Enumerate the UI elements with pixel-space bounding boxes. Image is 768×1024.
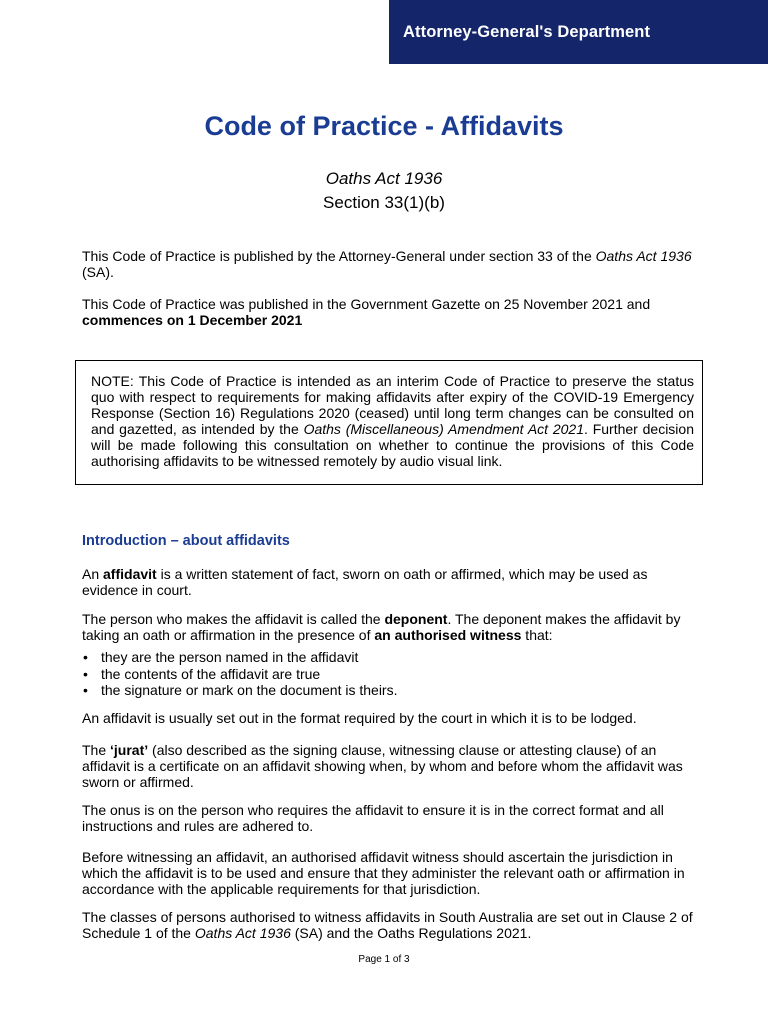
gazette-paragraph: This Code of Practice was published in the Government Gazette on 25 November 2021 and commences on 1 December 2021 <box>82 296 651 328</box>
list-item: • the contents of the affidavit are true <box>82 666 702 683</box>
act-name: Oaths Act 1936 <box>325 169 443 188</box>
section-reference: Section 33(1)(b) <box>323 193 445 212</box>
amendment-act-citation: Oaths (Miscellaneous) Amendment Act 2021 <box>303 421 584 437</box>
act-citation: Oaths Act 1936 <box>595 248 692 264</box>
department-name: Attorney-General's Department <box>403 23 651 41</box>
deponent-paragraph: The person who makes the affidavit is called the deponent. The deponent makes the affidavit by taking an oath or affirmation in the presence of an authorised witness that: <box>82 611 681 643</box>
jurisdiction-paragraph: Before witnessing an affidavit, an authorised affidavit witness should ascertain the jurisdiction in which the affidavit is to be used and ensure that they administer the relevant oath or affirmation in accordance with the applicable requirements for that jurisdiction. <box>82 849 685 897</box>
department-banner <box>389 0 768 64</box>
list-item: • the signature or mark on the document is theirs. <box>82 682 702 699</box>
witness-classes-paragraph: The classes of persons authorised to witness affidavits in South Australia are set out in Clause 2 of Schedule 1 of the Oaths Act 1936 (SA) and the Oaths Regulations 2021. <box>82 909 693 941</box>
page-number: Page 1 of 3 <box>358 954 410 965</box>
format-paragraph: An affidavit is usually set out in the format required by the court in which it is to be lodged. <box>82 710 637 726</box>
jurat-paragraph: The ‘jurat’ (also described as the signing clause, witnessing clause or attesting clause) of an affidavit is a certificate on an affidavit showing when, by whom and before whom the affidavit was sworn or affirmed. <box>82 742 683 790</box>
onus-paragraph: The onus is on the person who requires the affidavit to ensure it is in the correct format and all instructions and rules are adhered to. <box>82 802 664 834</box>
list-item: • they are the person named in the affidavit <box>82 649 702 666</box>
publication-paragraph: This Code of Practice is published by the Attorney-General under section 33 of the Oaths Act 1936 (SA). <box>82 248 692 280</box>
oath-requirements-list <box>82 649 702 699</box>
interim-note-box: NOTE: This Code of Practice is intended as an interim Code of Practice to preserve the status quo with respect to requirements for making affidavits after expiry of the COVID-19 Emergency Response (Section 16) Regulations 2020 (ceased) until long term changes can be consulted on and gazetted, as intended by the Oaths (Miscellaneous) Amendment Act 2021. Further decision will be made following this consultation on whether to continue the provisions of this Code authorising affidavits to be witnessed remotely by audio visual link. <box>75 360 703 485</box>
page-title: Code of Practice - Affidavits <box>204 111 564 141</box>
section-heading: Introduction – about affidavits <box>82 533 290 549</box>
affidavit-definition: An affidavit is a written statement of fact, sworn on oath or affirmed, which may be used as evidence in court. <box>82 566 648 598</box>
commencement-date: commences on 1 December 2021 <box>82 312 303 328</box>
